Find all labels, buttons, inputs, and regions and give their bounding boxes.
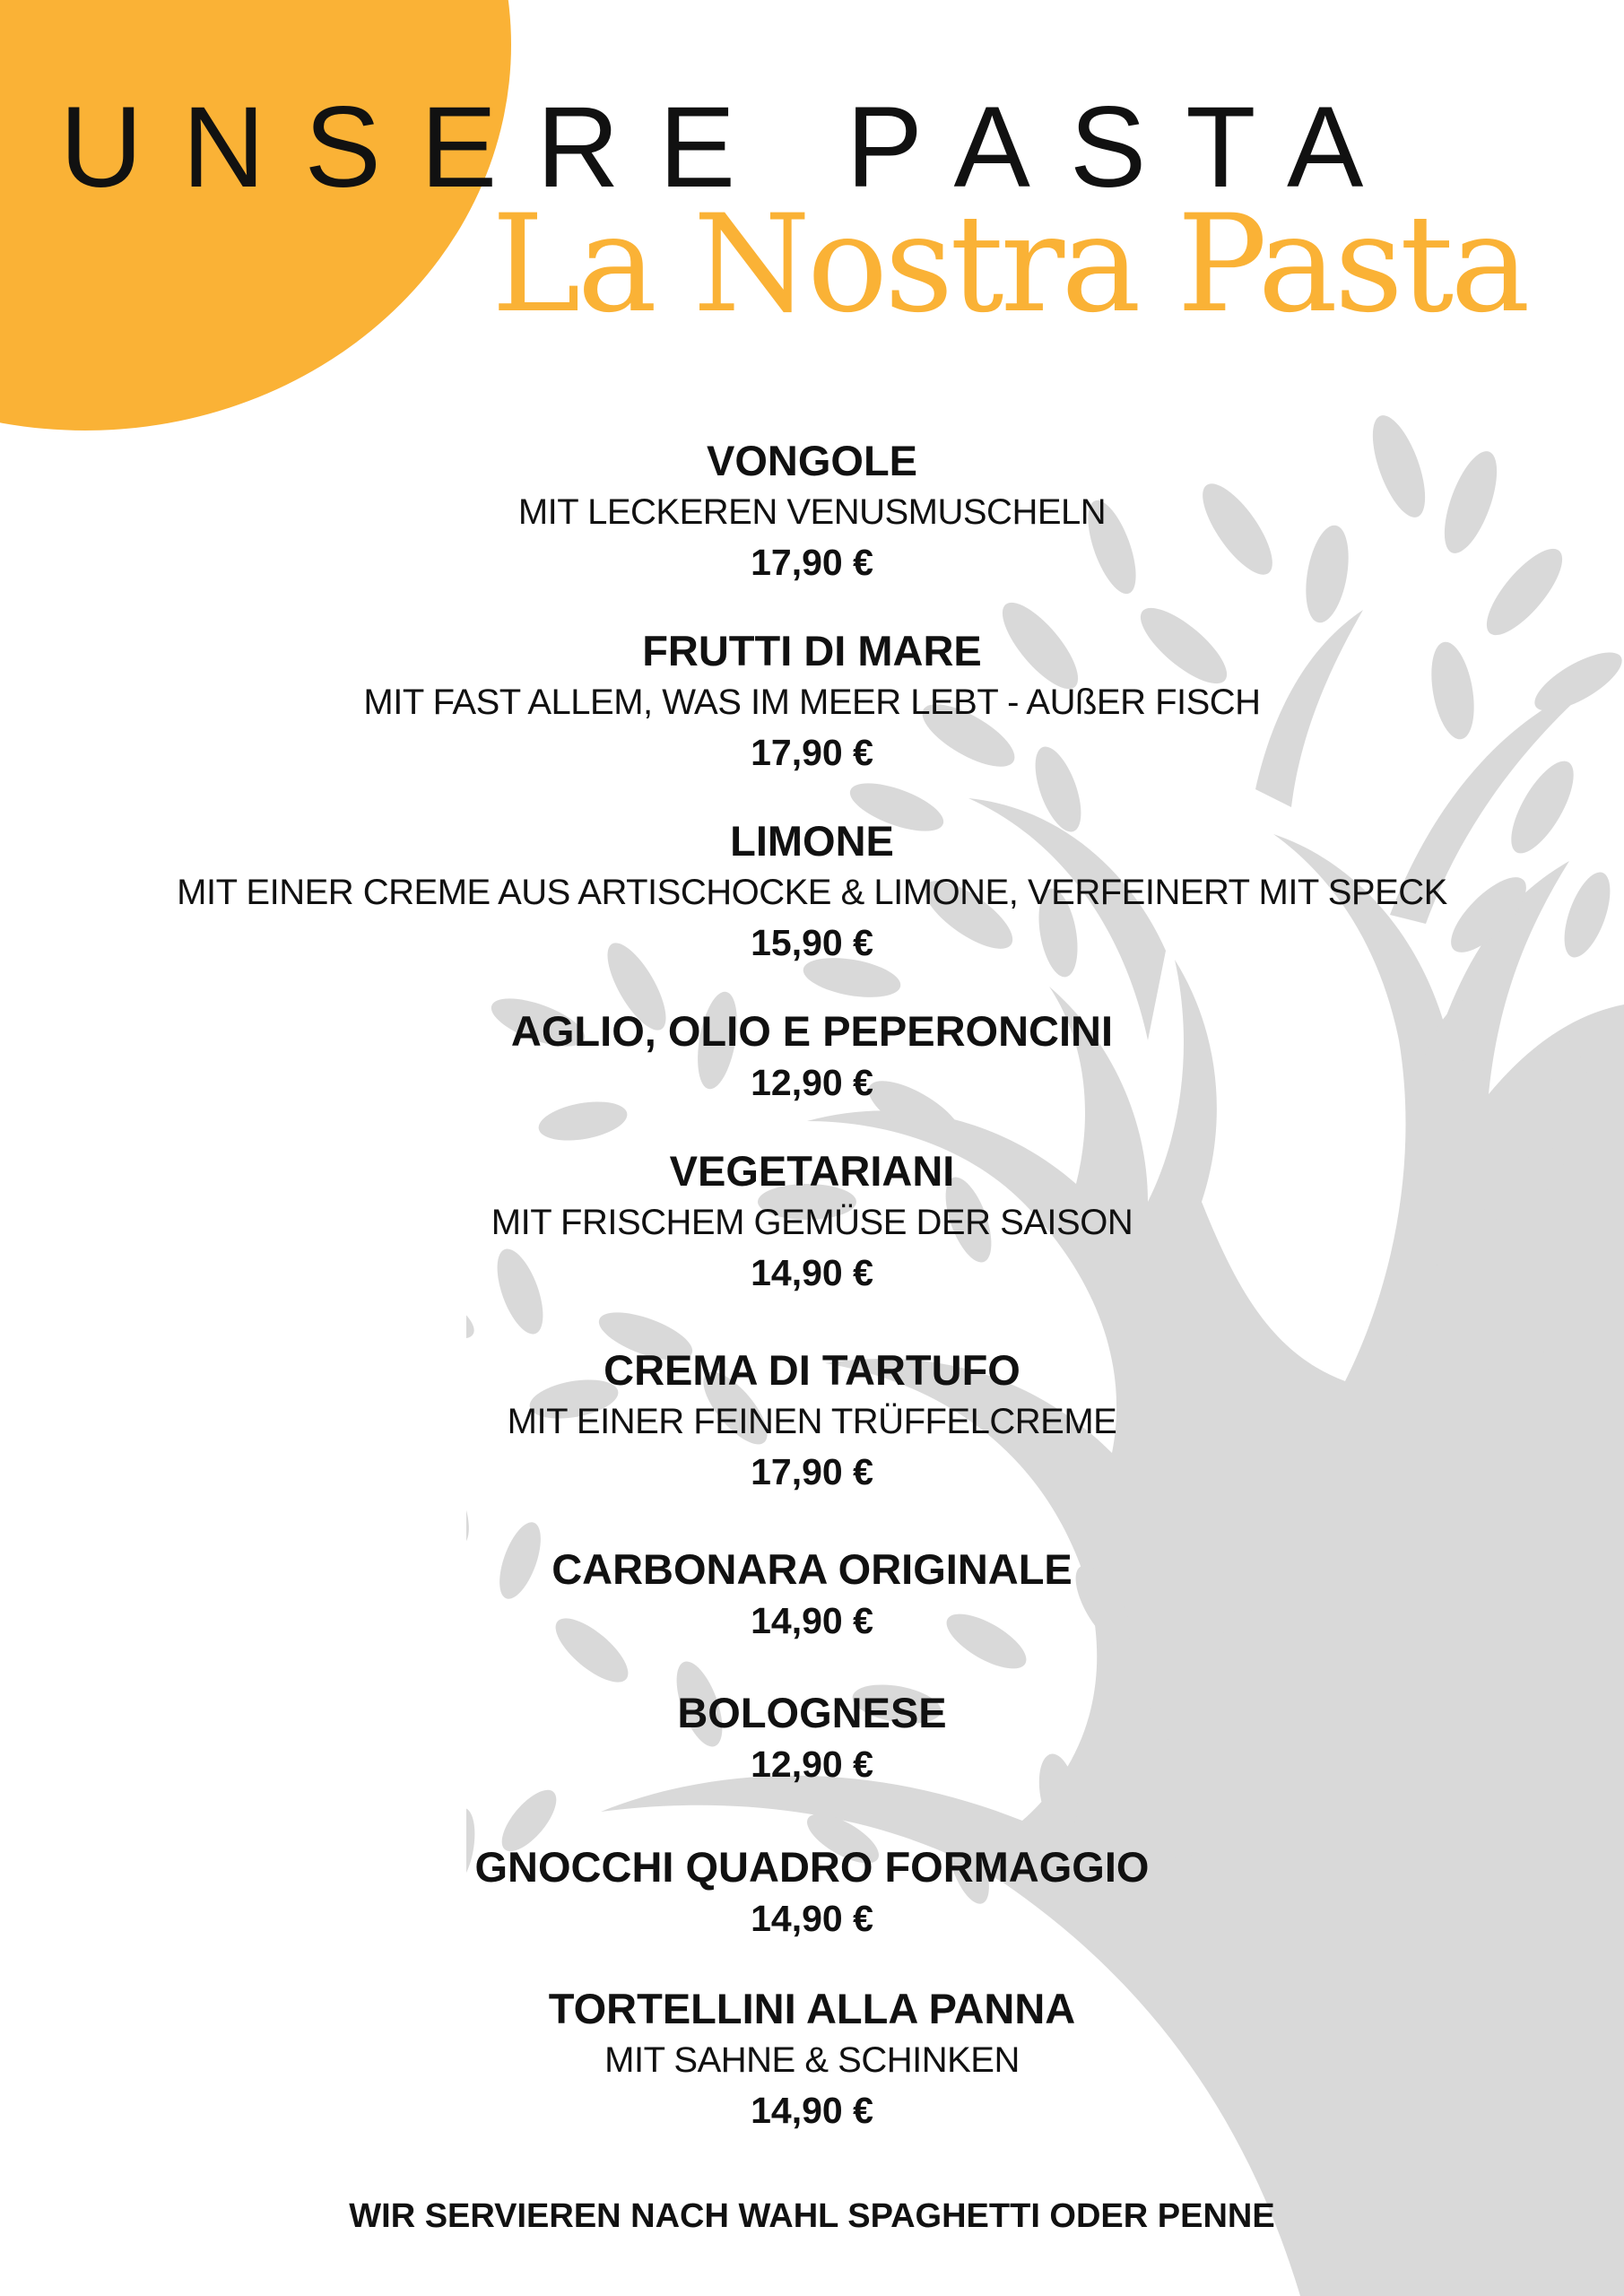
menu-item-bolognese <box>0 1687 1624 1789</box>
dish-price: 14,90 € <box>751 1600 873 1641</box>
dish-name: TORTELLINI ALLA PANNA <box>548 1985 1076 2032</box>
sun-circle-decoration <box>0 0 511 430</box>
menu-item-aglio-olio-peperoncini <box>0 1005 1624 1108</box>
menu-item-vegetariani <box>0 1145 1624 1298</box>
menu-item-gnocchi-quadro-formaggio <box>0 1841 1624 1944</box>
menu-item-crema-di-tartufo <box>0 1344 1624 1497</box>
dish-price: 17,90 € <box>751 1451 873 1492</box>
menu-heading <box>0 83 1624 343</box>
dish-description: MIT FRISCHEM GEMÜSE DER SAISON <box>491 1203 1133 1242</box>
dish-price: 17,90 € <box>751 732 873 773</box>
dish-price: 14,90 € <box>751 1898 873 1939</box>
serving-note: WIR SERVIEREN NACH WAHL SPAGHETTI ODER PENNE <box>349 2197 1275 2235</box>
page-subtitle: La Nostra Pasta <box>491 187 1527 343</box>
dish-name: GNOCCHI QUADRO FORMAGGIO <box>474 1843 1150 1891</box>
dish-price: 14,90 € <box>751 2090 873 2131</box>
dish-price: 12,90 € <box>751 1062 873 1103</box>
dish-description: MIT EINER CREME AUS ARTISCHOCKE & LIMONE, VERFEINERT MIT SPECK <box>177 873 1447 912</box>
dish-name: VEGETARIANI <box>669 1147 955 1195</box>
page-title: UNSERE PASTA <box>59 83 1403 212</box>
menu-item-tortellini-alla-panna <box>0 1983 1624 2135</box>
dish-name: CARBONARA ORIGINALE <box>551 1545 1073 1593</box>
dish-name: AGLIO, OLIO E PEPERONCINI <box>510 1007 1114 1055</box>
dish-description: MIT SAHNE & SCHINKEN <box>604 2040 1020 2080</box>
dish-name: FRUTTI DI MARE <box>642 627 982 674</box>
dish-price: 14,90 € <box>751 1252 873 1293</box>
dish-price: 17,90 € <box>751 542 873 583</box>
dish-description: MIT LECKEREN VENUSMUSCHELN <box>517 492 1107 532</box>
menu-item-vongole <box>0 435 1624 587</box>
pasta-menu-list <box>0 435 1624 2135</box>
dish-price: 15,90 € <box>751 922 873 963</box>
dish-description: MIT FAST ALLEM, WAS IM MEER LEBT - AUßER FISCH <box>363 683 1261 722</box>
dish-name: CREMA DI TARTUFO <box>604 1346 1020 1394</box>
dish-name: VONGOLE <box>706 437 918 484</box>
dish-description: MIT EINER FEINEN TRÜFFELCREME <box>507 1402 1117 1441</box>
dish-name: LIMONE <box>730 817 894 865</box>
dish-price: 12,90 € <box>751 1744 873 1785</box>
menu-item-frutti-di-mare <box>0 625 1624 778</box>
menu-item-carbonara-originale <box>0 1544 1624 1646</box>
dish-name: BOLOGNESE <box>677 1689 947 1736</box>
menu-item-limone <box>0 815 1624 968</box>
